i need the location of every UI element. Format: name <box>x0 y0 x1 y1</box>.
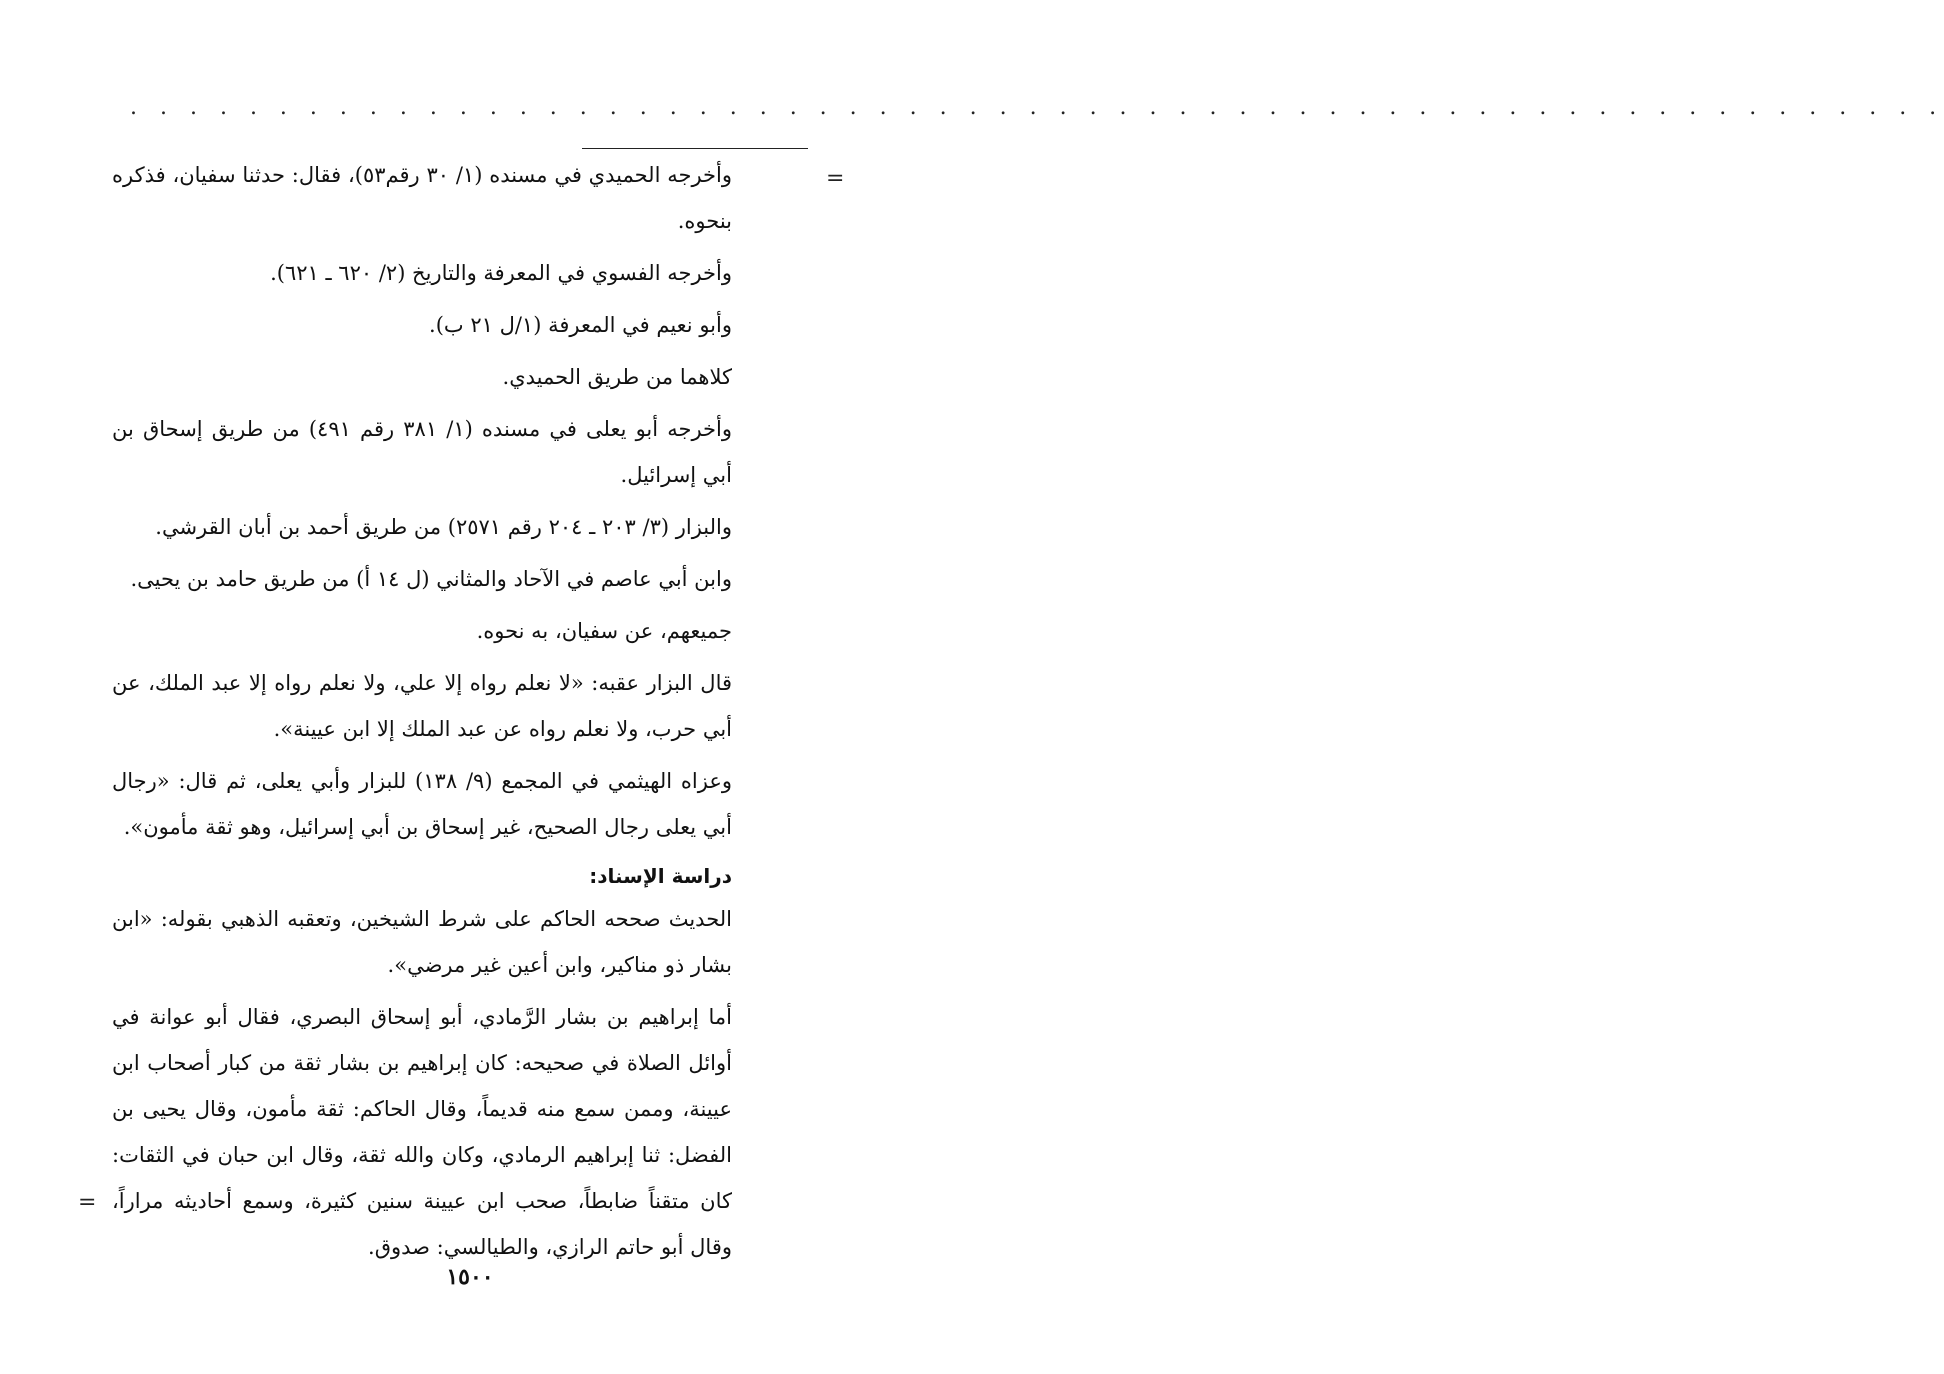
page-number: ١٥٠٠ <box>446 1264 494 1290</box>
footnote-rule <box>582 148 808 149</box>
section-heading: دراسة الإسناد: <box>589 864 732 888</box>
continuation-mark-top: = <box>826 166 845 191</box>
paragraph: وابن أبي عاصم في الآحاد والمثاني (ل ١٤ أ) من طريق حامد بن يحيى. <box>130 567 732 591</box>
paragraph: كلاهما من طريق الحميدي. <box>502 365 732 389</box>
continuation-mark-bottom: = <box>78 1190 97 1215</box>
paragraph: قال البزار عقبه: «لا نعلم رواه إلا علي، ولا نعلم رواه إلا عبد الملك، عن أبي حرب، ولا نعلم رواه عن عبد الملك إلا ابن عيينة». <box>112 671 732 741</box>
paragraph: وأبو نعيم في المعرفة (١/ل ٢١ ب). <box>429 313 732 337</box>
paragraph: جميعهم، عن سفيان، به نحوه. <box>476 619 732 643</box>
paragraph: وأخرجه الحميدي في مسنده (١/ ٣٠ رقم٥٣)، فقال: حدثنا سفيان، فذكره بنحوه. <box>112 163 732 233</box>
paragraph: والبزار (٣/ ٢٠٣ ـ ٢٠٤ رقم ٢٥٧١) من طريق أحمد بن أبان القرشي. <box>155 515 732 539</box>
study-paragraph: الحديث صححه الحاكم على شرط الشيخين، وتعقبه الذهبي بقوله: «ابن بشار ذو مناكير، وابن أعين غير مرضي». <box>112 907 732 977</box>
paragraph: وأخرجه الفسوي في المعرفة والتاريخ (٢/ ٦٢٠ ـ ٦٢١). <box>270 261 732 285</box>
paragraph: وأخرجه أبو يعلى في مسنده (١/ ٣٨١ رقم ٤٩١) من طريق إسحاق بن أبي إسرائيل. <box>112 417 732 487</box>
dotted-separator: . . . . . . . . . . . . . . . . . . . . . . . . . . . . . . . . . . . . . . . . . . . . . . . . . . . . . . . . . . . . . <box>130 95 1944 120</box>
paragraph: وعزاه الهيثمي في المجمع (٩/ ١٣٨) للبزار وأبي يعلى، ثم قال: «رجال أبي يعلى رجال الصحيح، غير إسحاق بن أبي إسرائيل، وهو ثقة مأمون». <box>112 769 732 839</box>
study-paragraph: أما إبراهيم بن بشار الرَّمادي، أبو إسحاق البصري، فقال أبو عوانة في أوائل الصلاة في صحيحه: كان إبراهيم بن بشار ثقة من كبار أصحاب ابن عيينة، وممن سمع منه قديماً، وقال الحاكم: ثقة مأمون، وقال يحيى بن الفضل: ثنا إبراهيم الرمادي، وكان والله ثقة، وقال ابن حبان في الثقات: كان متقناً ضابطاً، صحب ابن عيينة سنين كثيرة، وسمع أحاديثه مراراً، وقال أبو حاتم الرازي، والطيالسي: صدوق. <box>112 1005 732 1259</box>
footnote-text <box>112 152 732 1270</box>
